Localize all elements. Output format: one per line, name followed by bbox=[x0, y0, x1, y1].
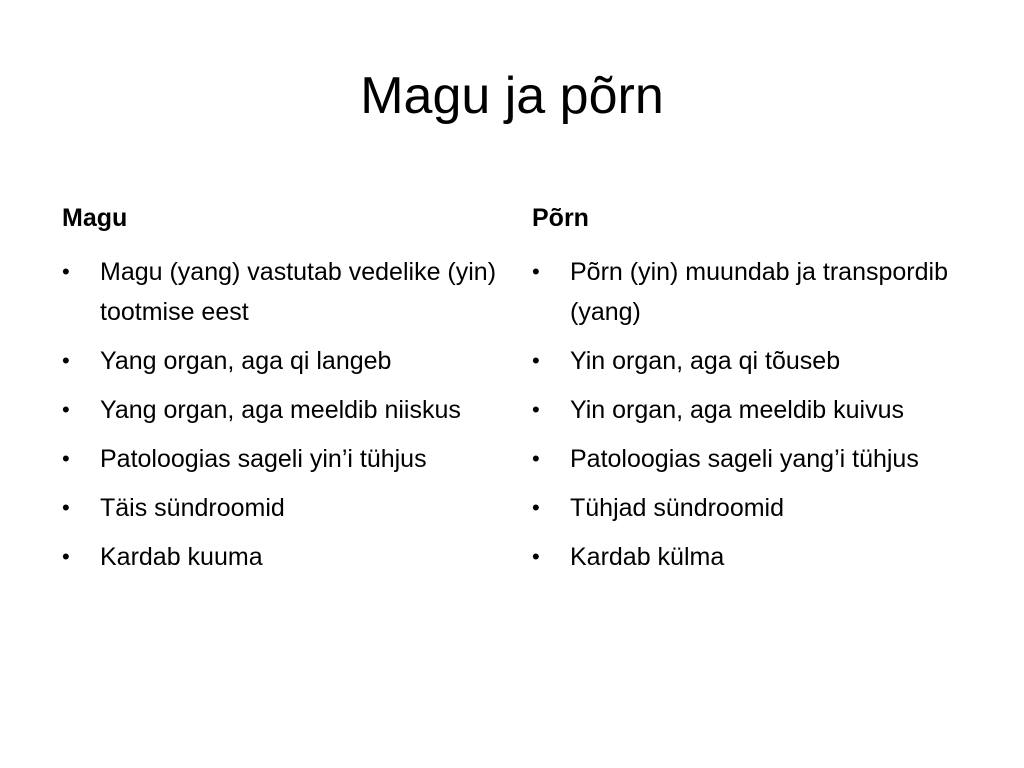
list-item-text: Kardab külma bbox=[570, 543, 725, 571]
list-item bbox=[62, 439, 502, 479]
list-item-text: Tühjad sündroomid bbox=[570, 494, 785, 522]
list-item-text: Yang organ, aga qi langeb bbox=[100, 347, 392, 375]
bullet-dot-icon: • bbox=[62, 259, 70, 284]
bullet-dot-icon: • bbox=[532, 446, 540, 471]
bullet-dot-icon: • bbox=[62, 495, 70, 520]
list-item bbox=[532, 390, 972, 430]
list-item-text: Täis sündroomid bbox=[100, 494, 285, 522]
bullet-dot-icon: • bbox=[62, 397, 70, 422]
list-item bbox=[532, 537, 972, 577]
right-column bbox=[532, 200, 972, 586]
bullet-dot-icon: • bbox=[532, 495, 540, 520]
list-item-text: Magu (yang) vastutab vedelike (yin) tootmise eest bbox=[100, 258, 497, 326]
list-item-text: Patoloogias sageli yin’i tühjus bbox=[100, 445, 427, 473]
list-item-text: Põrn (yin) muundab ja transpordib (yang) bbox=[570, 258, 948, 326]
list-item bbox=[532, 341, 972, 381]
bullet-dot-icon: • bbox=[532, 397, 540, 422]
bullet-dot-icon: • bbox=[532, 259, 540, 284]
bullet-dot-icon: • bbox=[62, 446, 70, 471]
bullet-dot-icon: • bbox=[62, 348, 70, 373]
list-item-text: Patoloogias sageli yang’i tühjus bbox=[570, 445, 919, 473]
list-item bbox=[532, 488, 972, 528]
bullet-dot-icon: • bbox=[532, 544, 540, 569]
right-bullet-list bbox=[532, 252, 972, 577]
list-item-text: Yang organ, aga meeldib niiskus bbox=[100, 396, 461, 424]
list-item-text: Yin organ, aga qi tõuseb bbox=[570, 347, 841, 375]
list-item bbox=[62, 488, 502, 528]
bullet-dot-icon: • bbox=[532, 348, 540, 373]
list-item bbox=[62, 537, 502, 577]
list-item bbox=[62, 252, 502, 332]
left-column bbox=[62, 200, 502, 586]
left-column-heading: Magu bbox=[62, 204, 128, 232]
bullet-dot-icon: • bbox=[62, 544, 70, 569]
list-item-text: Yin organ, aga meeldib kuivus bbox=[570, 396, 904, 424]
list-item bbox=[532, 252, 972, 332]
list-item bbox=[532, 439, 972, 479]
list-item-text: Kardab kuuma bbox=[100, 543, 263, 571]
list-item bbox=[62, 341, 502, 381]
list-item bbox=[62, 390, 502, 430]
slide-title: Magu ja põrn bbox=[360, 67, 664, 125]
right-column-heading: Põrn bbox=[532, 204, 589, 232]
left-bullet-list bbox=[62, 252, 502, 577]
